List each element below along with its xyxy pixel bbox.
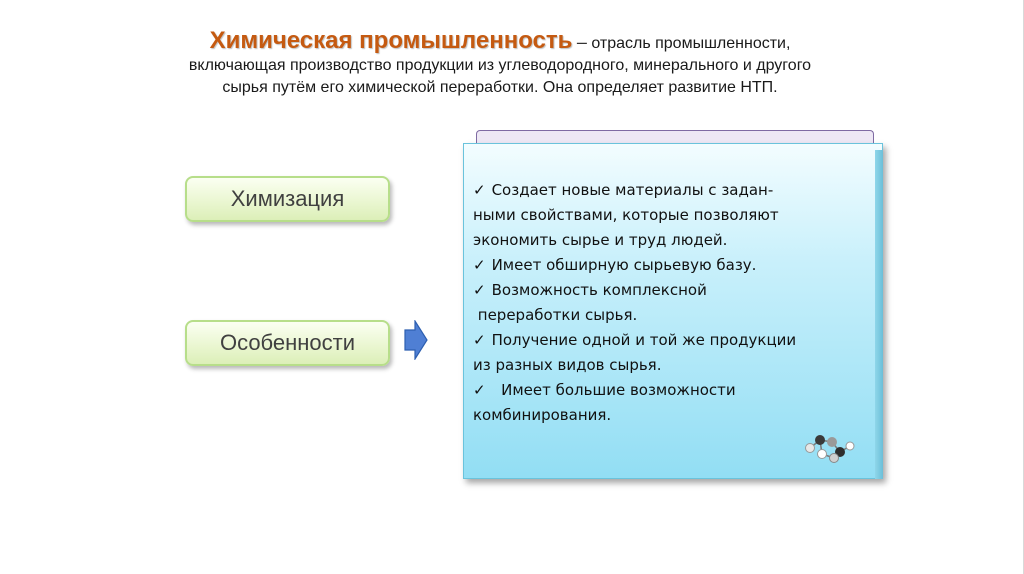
chemization-label: Химизация [230, 186, 345, 211]
definition-line-2: включающая производство продукции из углеводородного, минерального и другого [188, 57, 812, 74]
feature-item: ✓ Имеет обширную сырьевую базу. [473, 253, 883, 278]
slide-title: Химическая промышленность [209, 27, 573, 54]
check-icon: ✓ [473, 256, 486, 274]
check-icon: ✓ [473, 381, 486, 399]
check-icon: ✓ [473, 181, 486, 199]
features-label: Особенности [219, 330, 356, 355]
slide-header [60, 27, 940, 99]
feature-item: ✓ Возможность комплексной переработки сырья. [473, 278, 883, 328]
check-icon: ✓ [473, 281, 486, 299]
feature-item: ✓ Получение одной и той же продукции из разных видов сырья. [473, 328, 883, 378]
chemization-box [185, 176, 390, 222]
molecule-icon [800, 428, 858, 468]
feature-item: ✓ Создает новые материалы с задан- ными свойствами, которые позволяют экономить сырье и труд людей. [473, 178, 883, 253]
features-box [185, 320, 390, 366]
check-icon: ✓ [473, 331, 486, 349]
arrow-right-icon [404, 320, 428, 360]
feature-item: ✓ Имеет большие возможности комбинирования. [473, 378, 883, 428]
title-dash: – [576, 32, 587, 52]
definition-line-1: отрасль промышленности, [586, 35, 791, 52]
feature-list [473, 178, 883, 428]
definition-line-3: сырья путём его химической переработки. Она определяет развитие НТП. [222, 79, 778, 96]
